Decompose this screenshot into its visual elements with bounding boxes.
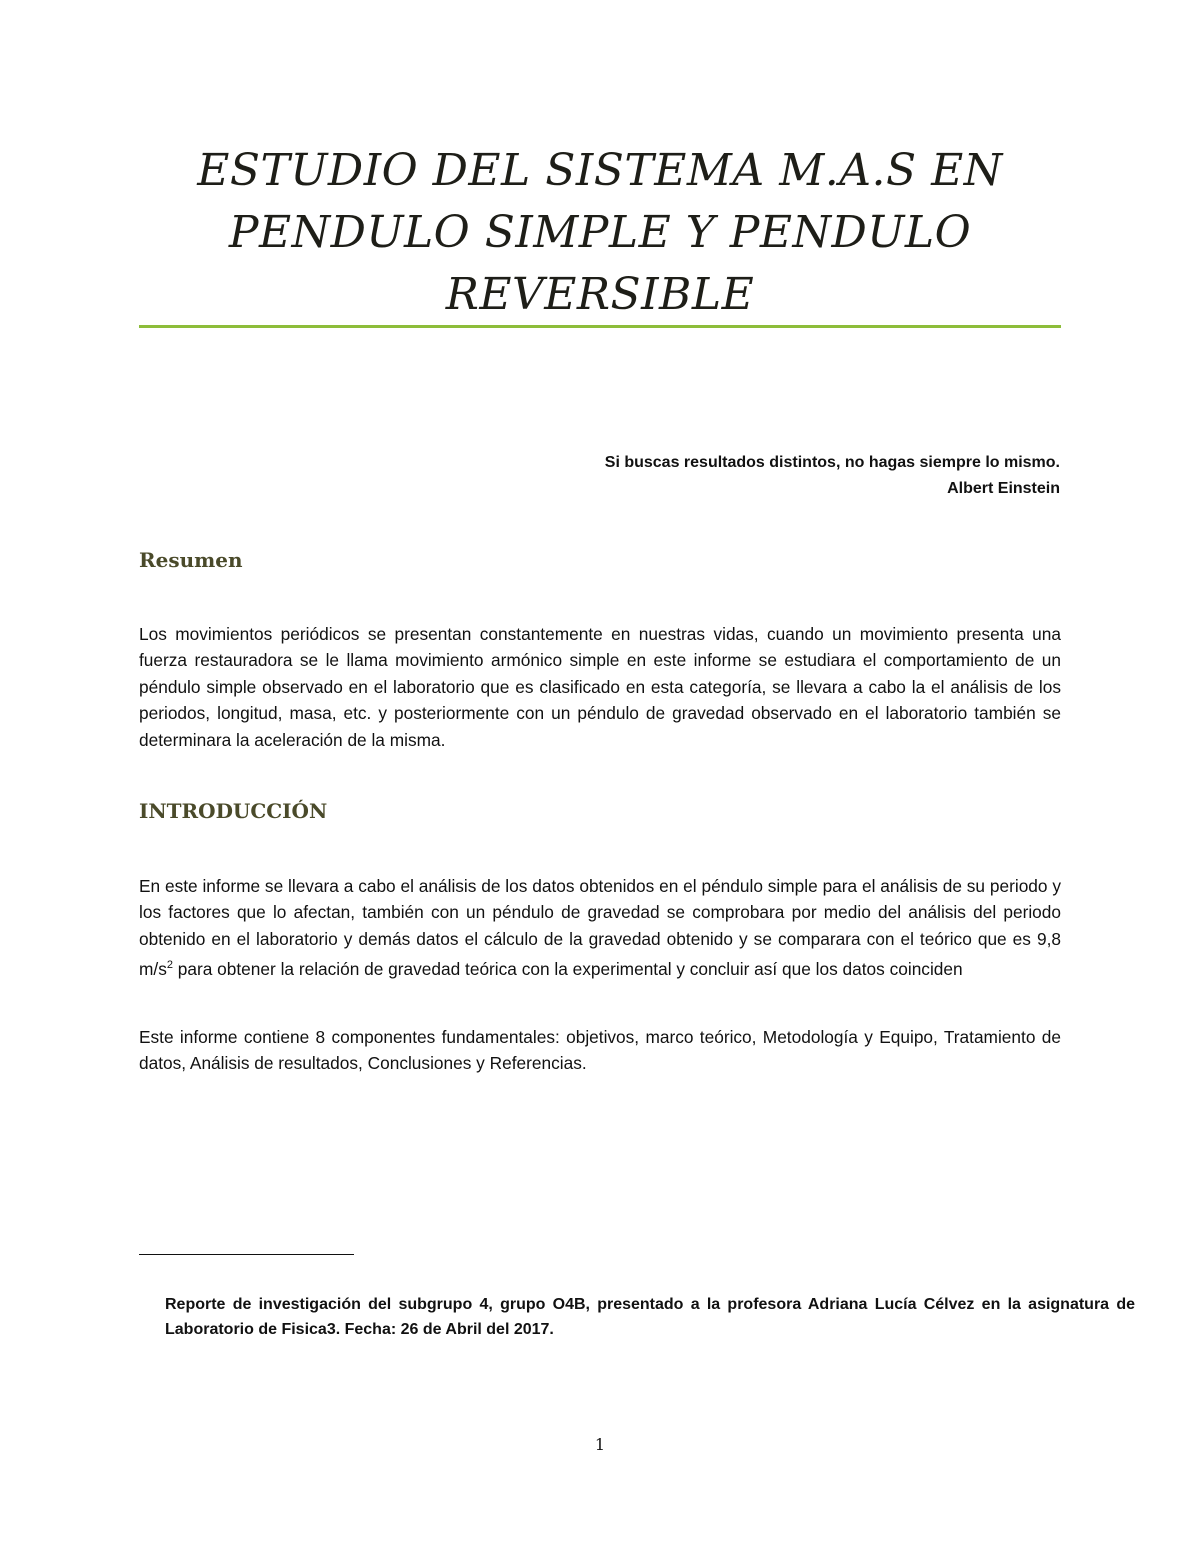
document-title bbox=[139, 140, 1061, 326]
footnote: Reporte de investigación del subgrupo 4, grupo O4B, presentado a la profesora Adriana Lucía Célvez en la asignatura de Laboratorio de Fisica3. Fecha: 26 de Abril del 2017. bbox=[165, 1296, 1135, 1338]
title-line-2: PENDULO SIMPLE Y PENDULO bbox=[228, 207, 972, 258]
page-number: 1 bbox=[594, 1435, 606, 1454]
epigraph bbox=[360, 450, 1060, 502]
title-divider bbox=[139, 325, 1061, 328]
epigraph-quote: Si buscas resultados distintos, no hagas siempre lo mismo. bbox=[604, 454, 1060, 471]
epigraph-author: Albert Einstein bbox=[947, 480, 1060, 497]
paragraph-resumen: Los movimientos periódicos se presentan constantemente en nuestras vidas, cuando un movimiento presenta una fuerza restauradora se le llama movimiento armónico simple en este informe se estudiara el comportamiento de un péndulo simple observado en el laboratorio que es clasificado en esta categoría, se llevara a cabo la el análisis de los periodos, longitud, masa, etc. y posteriormente con un péndulo de gravedad observado en el laboratorio también se determinara la aceleración de la misma. bbox=[139, 624, 1061, 750]
paragraph-introduccion-1-start: En este informe se llevara a cabo el análisis de los datos obtenidos en el péndulo simple para el análisis de su periodo y los factores que lo afectan, también con un péndulo de gravedad se comprobara por medio del análisis del periodo obtenido en el laboratorio y demás datos el cálculo de la gravedad obtenido y se comparara con el teórico que es 9,8 m/s bbox=[139, 876, 1061, 980]
superscript-exponent: 2 bbox=[166, 959, 173, 972]
footnote-separator bbox=[139, 1254, 354, 1255]
paragraph-introduccion-1-end: para obtener la relación de gravedad teórica con la experimental y concluir así que los datos coinciden bbox=[172, 959, 963, 980]
heading-resumen: Resumen bbox=[139, 548, 243, 572]
heading-introduccion: INTRODUCCIÓN bbox=[139, 799, 328, 823]
title-line-1: ESTUDIO DEL SISTEMA M.A.S EN bbox=[197, 145, 1003, 196]
paragraph-introduccion-2: Este informe contiene 8 componentes fundamentales: objetivos, marco teórico, Metodología y Equipo, Tratamiento de datos, Análisis de resultados, Conclusiones y Referencias. bbox=[139, 1027, 1061, 1074]
paragraph-introduccion-1 bbox=[139, 873, 1061, 983]
title-line-3: REVERSIBLE bbox=[445, 269, 755, 320]
